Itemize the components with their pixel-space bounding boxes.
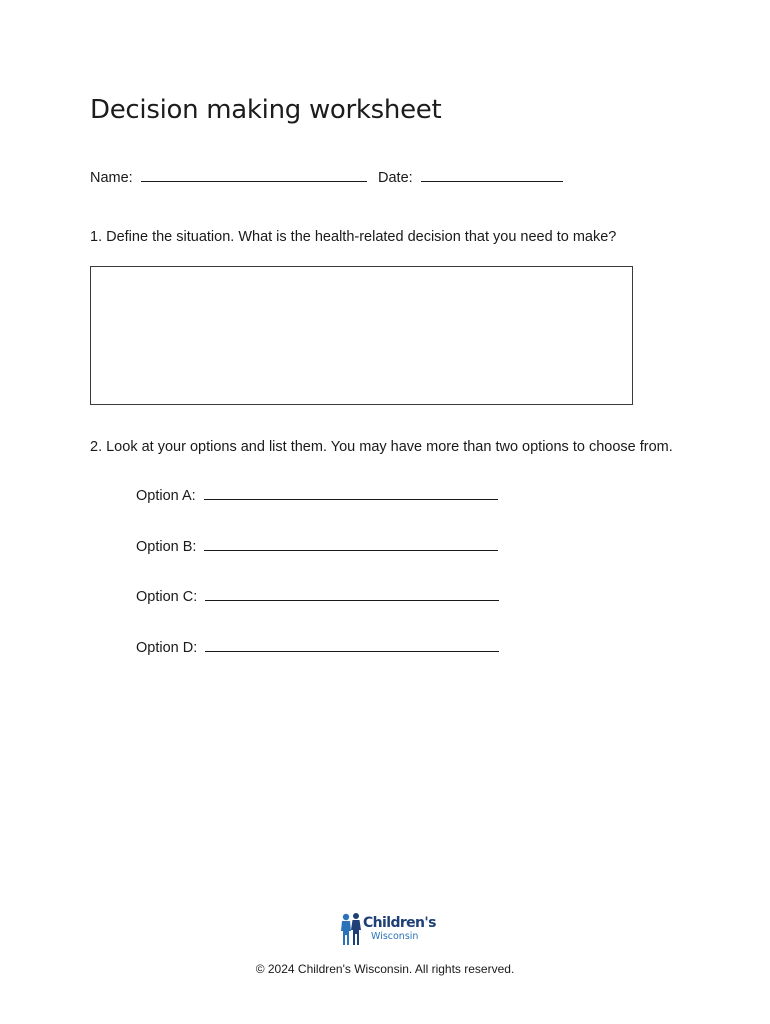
name-label: Name: xyxy=(90,170,133,186)
logo-text-childrens: Children's xyxy=(363,915,436,931)
date-field[interactable] xyxy=(378,167,563,188)
option-b-field[interactable] xyxy=(136,536,498,557)
option-b-label: Option B: xyxy=(136,539,197,555)
logo-text-wisconsin: Wisconsin xyxy=(371,931,419,942)
situation-answer-box[interactable] xyxy=(90,266,633,405)
option-c-label: Option C: xyxy=(136,589,198,605)
option-d-field[interactable] xyxy=(136,637,499,658)
children-silhouette-icon xyxy=(338,912,364,946)
date-label: Date: xyxy=(378,170,413,186)
option-a-blank-line[interactable] xyxy=(204,485,498,500)
name-blank-line[interactable] xyxy=(141,167,367,182)
option-a-label: Option A: xyxy=(136,488,196,504)
option-c-blank-line[interactable] xyxy=(205,586,499,601)
option-d-label: Option D: xyxy=(136,640,198,656)
option-c-field[interactable] xyxy=(136,586,499,607)
childrens-wisconsin-logo xyxy=(338,912,438,946)
option-b-blank-line[interactable] xyxy=(204,536,498,551)
page-title: Decision making worksheet xyxy=(90,95,442,125)
question-1: 1. Define the situation. What is the health-related decision that you need to make? xyxy=(90,229,617,245)
question-2: 2. Look at your options and list them. You may have more than two options to choose from. xyxy=(90,439,673,455)
option-a-field[interactable] xyxy=(136,485,498,506)
footer-copyright: © 2024 Children's Wisconsin. All rights reserved. xyxy=(255,962,515,976)
option-d-blank-line[interactable] xyxy=(205,637,499,652)
date-blank-line[interactable] xyxy=(421,167,563,182)
name-field[interactable] xyxy=(90,167,367,188)
